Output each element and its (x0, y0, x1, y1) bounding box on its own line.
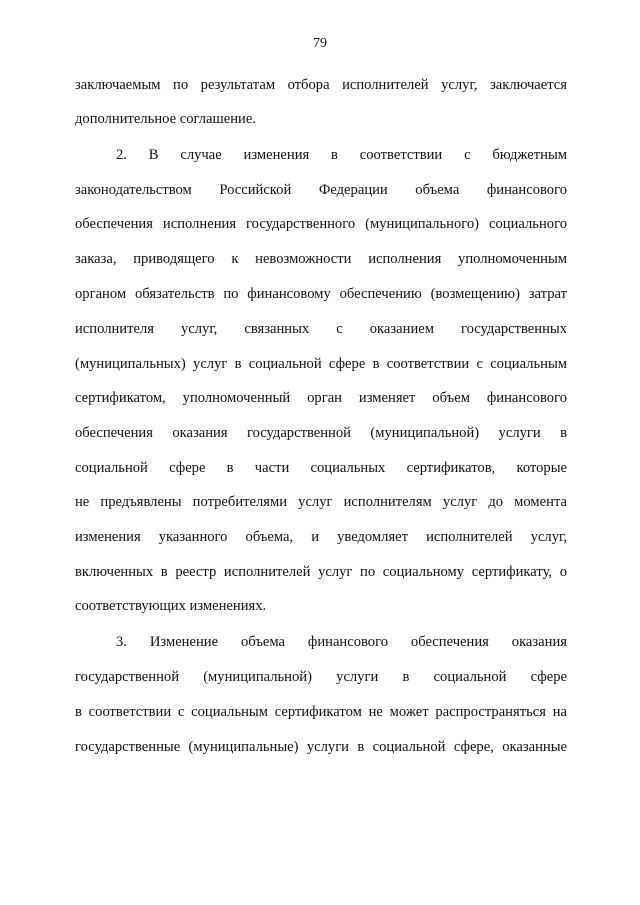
text-line: исполнителя услуг, связанных с оказанием государственных (75, 321, 567, 337)
paragraph-start-line: 2. В случае изменения в соответствии с бюджетным (116, 147, 567, 163)
text-line: соответствующих изменениях. (75, 598, 267, 614)
paragraph-start-line: 3. Изменение объема финансового обеспечения оказания (116, 634, 567, 650)
text-line: заключаемым по результатам отбора исполнителей услуг, заключается (75, 77, 567, 93)
text-line: обеспечения оказания государственной (муниципальной) услуги в (75, 425, 567, 441)
text-line: социальной сфере в части социальных сертификатов, которые (75, 460, 567, 476)
text-line: заказа, приводящего к невозможности исполнения уполномоченным (75, 251, 567, 267)
text-line: дополнительное соглашение. (75, 111, 256, 127)
text-line: государственной (муниципальной) услуги в социальной сфере (75, 669, 567, 685)
text-line: законодательством Российской Федерации объема финансового (75, 182, 567, 198)
text-line: органом обязательств по финансовому обеспечению (возмещению) затрат (75, 286, 567, 302)
page-number: 79 (313, 36, 327, 51)
text-line: изменения указанного объема, и уведомляет исполнителей услуг, (75, 529, 567, 545)
text-line: (муниципальных) услуг в социальной сфере в соответствии с социальным (75, 356, 567, 372)
text-line: включенных в реестр исполнителей услуг по социальному сертификату, о (75, 564, 567, 580)
text-line: государственные (муниципальные) услуги в социальной сфере, оказанные (75, 739, 567, 755)
text-line: в соответствии с социальным сертификатом не может распространяться на (75, 704, 567, 720)
text-line: не предъявлены потребителями услуг исполнителям услуг до момента (75, 494, 567, 510)
text-line: сертификатом, уполномоченный орган изменяет объем финансового (75, 390, 567, 406)
text-line: обеспечения исполнения государственного (муниципального) социального (75, 216, 567, 232)
